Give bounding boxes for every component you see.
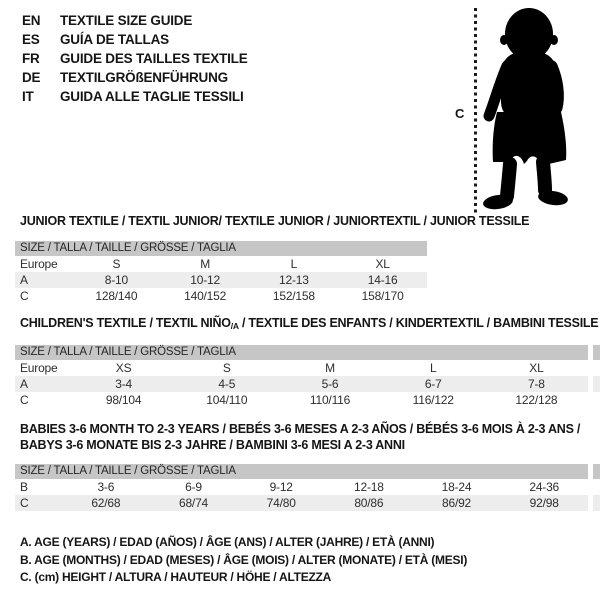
lang-row-de bbox=[22, 68, 248, 87]
row-label: A bbox=[20, 273, 28, 287]
cell: M bbox=[200, 257, 211, 271]
cell: 12-13 bbox=[279, 273, 309, 287]
cell: 140/152 bbox=[184, 289, 227, 303]
junior-size-table bbox=[15, 241, 427, 304]
lang-code: DE bbox=[22, 70, 41, 85]
note-age-months: B. AGE (MONTHS) / EDAD (MESES) / ÂGE (MOIS) / ALTER (MONATE) / ETÀ (MESI) bbox=[20, 552, 468, 567]
cell: 4-5 bbox=[218, 377, 236, 391]
children-table-crop-sliver bbox=[593, 345, 600, 408]
babies-title-line2: BABYS 3-6 MONATE BIS 2-3 JAHRE / BAMBINI 3-6 MESI A 2-3 ANNI bbox=[20, 437, 405, 452]
cell: XL bbox=[375, 257, 390, 271]
cell: XS bbox=[115, 361, 132, 375]
lang-row-it bbox=[22, 87, 248, 106]
language-list bbox=[22, 11, 248, 106]
cell: 14-16 bbox=[367, 273, 398, 287]
lang-title: GUÍA DE TALLAS bbox=[60, 32, 169, 47]
row-label: B bbox=[20, 480, 28, 494]
cell: 12-18 bbox=[354, 480, 384, 494]
table-row bbox=[15, 256, 427, 272]
children-section-title bbox=[20, 316, 598, 335]
lang-title: GUIDA ALLE TAGLIE TESSILI bbox=[60, 89, 244, 104]
table-row bbox=[15, 360, 588, 376]
table-row bbox=[15, 495, 588, 511]
cell: 3-6 bbox=[97, 480, 115, 494]
cell: 7-8 bbox=[528, 377, 545, 391]
lang-code: IT bbox=[22, 89, 34, 104]
lang-code: ES bbox=[22, 32, 40, 47]
table-row bbox=[15, 288, 427, 304]
lang-code: EN bbox=[22, 13, 41, 28]
cell: 122/128 bbox=[515, 393, 558, 407]
row-label: Europe bbox=[20, 361, 58, 375]
cell: 18-24 bbox=[441, 480, 472, 494]
cell: 152/158 bbox=[272, 289, 315, 303]
cell: L bbox=[290, 257, 298, 271]
cell: 116/122 bbox=[412, 393, 454, 407]
cell: 6-7 bbox=[424, 377, 442, 391]
figure-height-label: C bbox=[455, 106, 465, 121]
row-label: C bbox=[20, 289, 29, 303]
table-row bbox=[15, 479, 588, 495]
cell: 8-10 bbox=[104, 273, 128, 287]
cell: S bbox=[112, 257, 121, 271]
size-header-bar: SIZE / TALLA / TAILLE / GRÖSSE / TAGLIA bbox=[15, 464, 588, 479]
table-row bbox=[15, 272, 427, 288]
babies-title-line1: BABIES 3-6 MONTH TO 2-3 YEARS / BEBÉS 3-6 MESES A 2-3 AÑOS / BÉBÉS 3-6 MOIS À 2-3 ANS / bbox=[20, 422, 581, 436]
babies-table-crop-sliver bbox=[593, 464, 600, 511]
cell: 3-4 bbox=[115, 377, 132, 391]
cell: S bbox=[222, 361, 231, 375]
babies-section-title bbox=[20, 422, 580, 453]
cell: 5-6 bbox=[321, 377, 339, 391]
cell: 98/104 bbox=[105, 393, 142, 407]
toddler-silhouette bbox=[482, 4, 592, 212]
legend-notes bbox=[20, 535, 467, 588]
lang-title: TEXTILE SIZE GUIDE bbox=[60, 13, 193, 28]
size-header-bar: SIZE / TALLA / TAILLE / GRÖSSE / TAGLIA bbox=[15, 345, 588, 360]
size-header-bar: SIZE / TALLA / TAILLE / GRÖSSE / TAGLIA bbox=[15, 241, 427, 256]
cell: 62/68 bbox=[91, 496, 121, 510]
note-height-cm: C. (cm) HEIGHT / ALTURA / HAUTEUR / HÖHE / ALTEZZA bbox=[20, 570, 332, 584]
row-label: Europe bbox=[20, 257, 58, 271]
lang-code: FR bbox=[22, 51, 40, 66]
cell: XL bbox=[529, 361, 544, 375]
children-title-sub: /A bbox=[230, 321, 239, 331]
row-label: C bbox=[20, 496, 29, 510]
cell: 74/80 bbox=[266, 496, 296, 510]
lang-row-es bbox=[22, 30, 248, 49]
cell: 80/86 bbox=[354, 496, 384, 510]
children-title-post: / TEXTILE DES ENFANTS / KINDERTEXTIL / BAMBINI TESSILE bbox=[238, 316, 599, 330]
table-row bbox=[15, 376, 588, 392]
cell: 110/116 bbox=[309, 393, 351, 407]
children-title-pre: CHILDREN'S TEXTILE / TEXTIL NIÑO bbox=[20, 316, 231, 330]
cell: 10-12 bbox=[190, 273, 220, 287]
cell: L bbox=[429, 361, 437, 375]
height-measure-dotted-line bbox=[474, 8, 477, 213]
children-size-table bbox=[15, 345, 588, 408]
lang-title: GUIDE DES TAILLES TEXTILE bbox=[60, 51, 248, 66]
note-age-years: A. AGE (YEARS) / EDAD (AÑOS) / ÂGE (ANS) / ALTER (JAHRE) / ETÀ (ANNI) bbox=[20, 535, 435, 549]
cell: 24-36 bbox=[529, 480, 560, 494]
cell: 86/92 bbox=[442, 496, 472, 510]
babies-size-table bbox=[15, 464, 588, 511]
junior-section-title: JUNIOR TEXTILE / TEXTIL JUNIOR/ TEXTILE JUNIOR / JUNIORTEXTIL / JUNIOR TESSILE bbox=[20, 214, 530, 228]
lang-row-fr bbox=[22, 49, 248, 68]
cell: 128/140 bbox=[95, 289, 138, 303]
row-label: C bbox=[20, 393, 29, 407]
cell: 92/98 bbox=[529, 496, 559, 510]
cell: M bbox=[325, 361, 335, 375]
cell: 68/74 bbox=[178, 496, 209, 510]
table-row bbox=[15, 392, 588, 408]
lang-row-en bbox=[22, 11, 248, 30]
cell: 6-9 bbox=[185, 480, 202, 494]
cell: 104/110 bbox=[206, 393, 248, 407]
lang-title: TEXTILGRÖßENFÜHRUNG bbox=[60, 70, 228, 85]
row-label: A bbox=[20, 377, 28, 391]
cell: 9-12 bbox=[269, 480, 293, 494]
cell: 158/170 bbox=[361, 289, 404, 303]
